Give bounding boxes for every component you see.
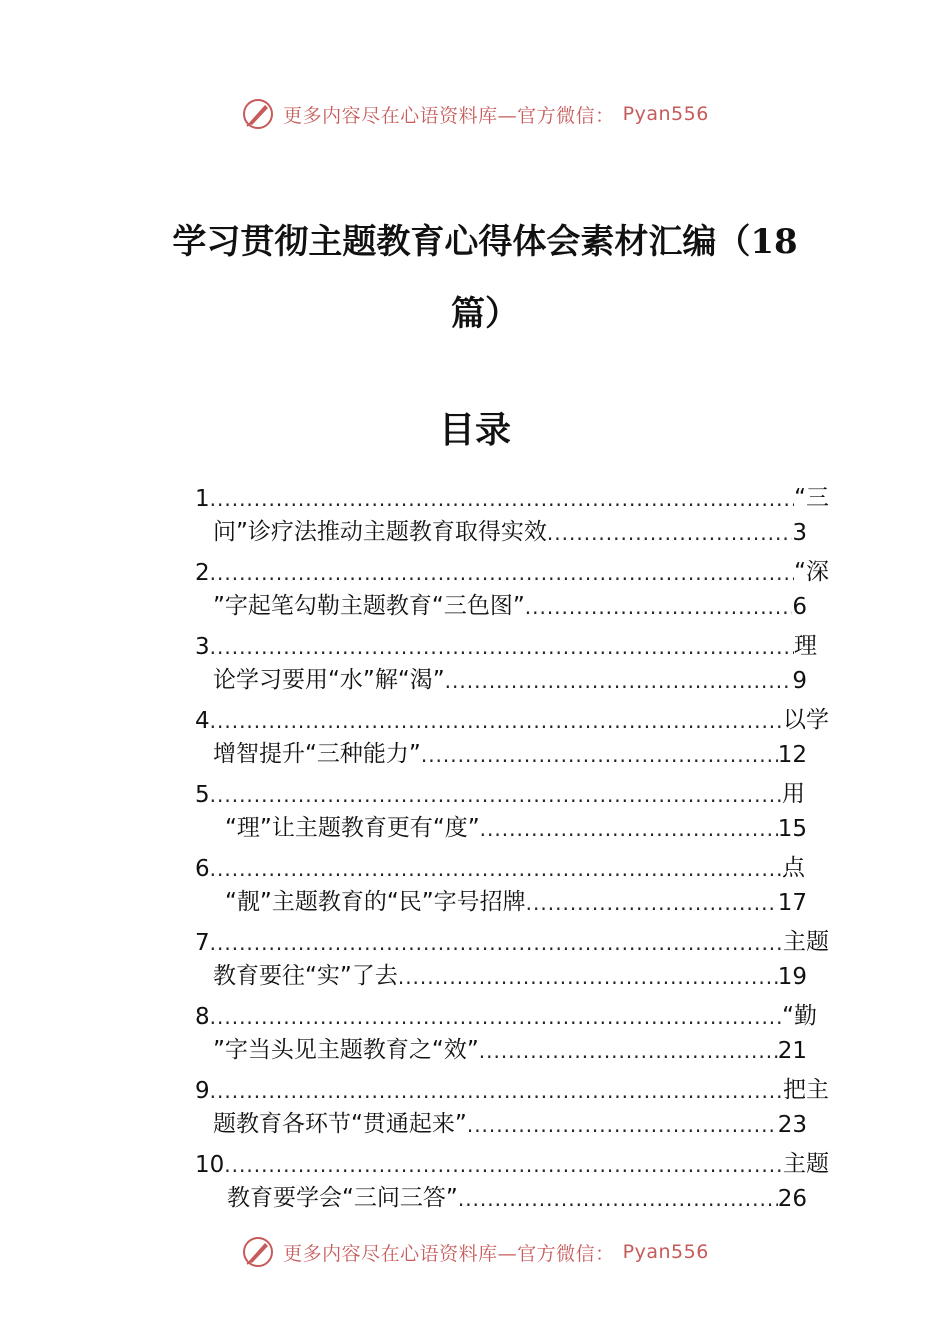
dot-leader <box>224 1152 783 1178</box>
toc-entry-title: 教育要学会“三问三答” <box>227 1185 458 1211</box>
dot-leader <box>210 634 794 660</box>
dot-leader <box>480 816 778 842</box>
toc-entry-number: 8 <box>195 1004 210 1030</box>
toc-entry-title: 论学习要用“水”解“渴” <box>213 667 445 693</box>
toc-entry-page: 12 <box>777 742 807 768</box>
toc-entry-title: 增智提升“三种能力” <box>213 741 421 767</box>
watermark-text: 更多内容尽在心语资料库—官方微信： <box>283 104 615 127</box>
toc-entry-page: 21 <box>777 1038 807 1064</box>
toc-entry-page: 3 <box>792 520 807 546</box>
header-watermark <box>0 94 950 134</box>
toc-entry[interactable] <box>195 1144 835 1218</box>
toc-entry[interactable] <box>195 552 835 626</box>
toc-entry-number: 10 <box>195 1152 225 1178</box>
toc-entry-title-head: “深 <box>794 559 829 585</box>
toc-entry-number: 5 <box>195 782 210 808</box>
dot-leader <box>547 520 792 546</box>
toc-entry-title: “理”让主题教育更有“度” <box>225 815 480 841</box>
toc-entry-page: 23 <box>777 1112 807 1138</box>
dot-leader <box>210 486 794 512</box>
toc-entry-number: 1 <box>195 486 210 512</box>
dot-leader <box>421 742 778 768</box>
toc-entry-title-head: 主题 <box>783 1151 829 1177</box>
table-of-contents <box>195 478 835 1218</box>
quill-logo-icon <box>241 1235 275 1269</box>
toc-entry-number: 7 <box>195 930 210 956</box>
quill-logo-icon <box>241 97 275 131</box>
toc-entry[interactable] <box>195 848 835 922</box>
document-title: 学习贯彻主题教育心得体会素材汇编（18篇） <box>172 222 798 334</box>
toc-entry-page: 6 <box>792 594 807 620</box>
toc-entry-page: 26 <box>777 1186 807 1212</box>
toc-entry-number: 6 <box>195 856 210 882</box>
toc-entry-title-head: 主题 <box>783 929 829 955</box>
toc-entry-title: ”字起笔勾勒主题教育“三色图” <box>213 593 525 619</box>
dot-leader <box>210 560 794 586</box>
toc-entry-title-head: 把主 <box>783 1077 829 1103</box>
dot-leader <box>525 594 793 620</box>
toc-entry-title: ”字当头见主题教育之“效” <box>213 1037 479 1063</box>
toc-entry-number: 4 <box>195 708 210 734</box>
toc-entry-number: 3 <box>195 634 210 660</box>
toc-entry[interactable] <box>195 996 835 1070</box>
dot-leader <box>479 1038 778 1064</box>
dot-leader <box>210 782 782 808</box>
toc-entry-page: 9 <box>792 668 807 694</box>
toc-entry-number: 9 <box>195 1078 210 1104</box>
watermark-wechat-id: Pyan556 <box>622 103 709 125</box>
dot-leader <box>210 1004 782 1030</box>
dot-leader <box>210 708 783 734</box>
toc-entry[interactable] <box>195 922 835 996</box>
toc-entry-title: 教育要往“实”了去 <box>213 963 398 989</box>
toc-entry-number: 2 <box>195 560 210 586</box>
watermark-wechat-id: Pyan556 <box>622 1241 709 1263</box>
toc-entry[interactable] <box>195 700 835 774</box>
toc-entry[interactable] <box>195 478 835 552</box>
toc-entry-title-head: 点 <box>782 855 805 881</box>
watermark-text: 更多内容尽在心语资料库—官方微信： <box>283 1242 615 1265</box>
dot-leader <box>210 856 782 882</box>
toc-entry-page: 19 <box>777 964 807 990</box>
toc-entry-title-head: 理 <box>794 633 817 659</box>
dot-leader <box>398 964 778 990</box>
toc-entry-title-head: 以学 <box>783 707 829 733</box>
toc-entry-title: 题教育各环节“贯通起来” <box>213 1111 467 1137</box>
toc-entry-title: “靓”主题教育的“民”字号招牌 <box>225 889 526 915</box>
dot-leader <box>458 1186 778 1212</box>
dot-leader <box>210 1078 783 1104</box>
toc-entry-title-head: 用 <box>782 781 805 807</box>
footer-watermark <box>0 1232 950 1272</box>
dot-leader <box>526 890 778 916</box>
toc-entry-page: 17 <box>777 890 807 916</box>
dot-leader <box>210 930 783 956</box>
toc-entry-title-head: “勤 <box>782 1003 817 1029</box>
toc-entry[interactable] <box>195 626 835 700</box>
dot-leader <box>445 668 793 694</box>
toc-heading: 目录 <box>438 409 511 451</box>
dot-leader <box>467 1112 778 1138</box>
toc-entry-title: 问”诊疗法推动主题教育取得实效 <box>213 519 547 545</box>
toc-entry[interactable] <box>195 774 835 848</box>
toc-entry-title-head: “三 <box>794 485 829 511</box>
toc-entry-page: 15 <box>777 816 807 842</box>
toc-entry[interactable] <box>195 1070 835 1144</box>
